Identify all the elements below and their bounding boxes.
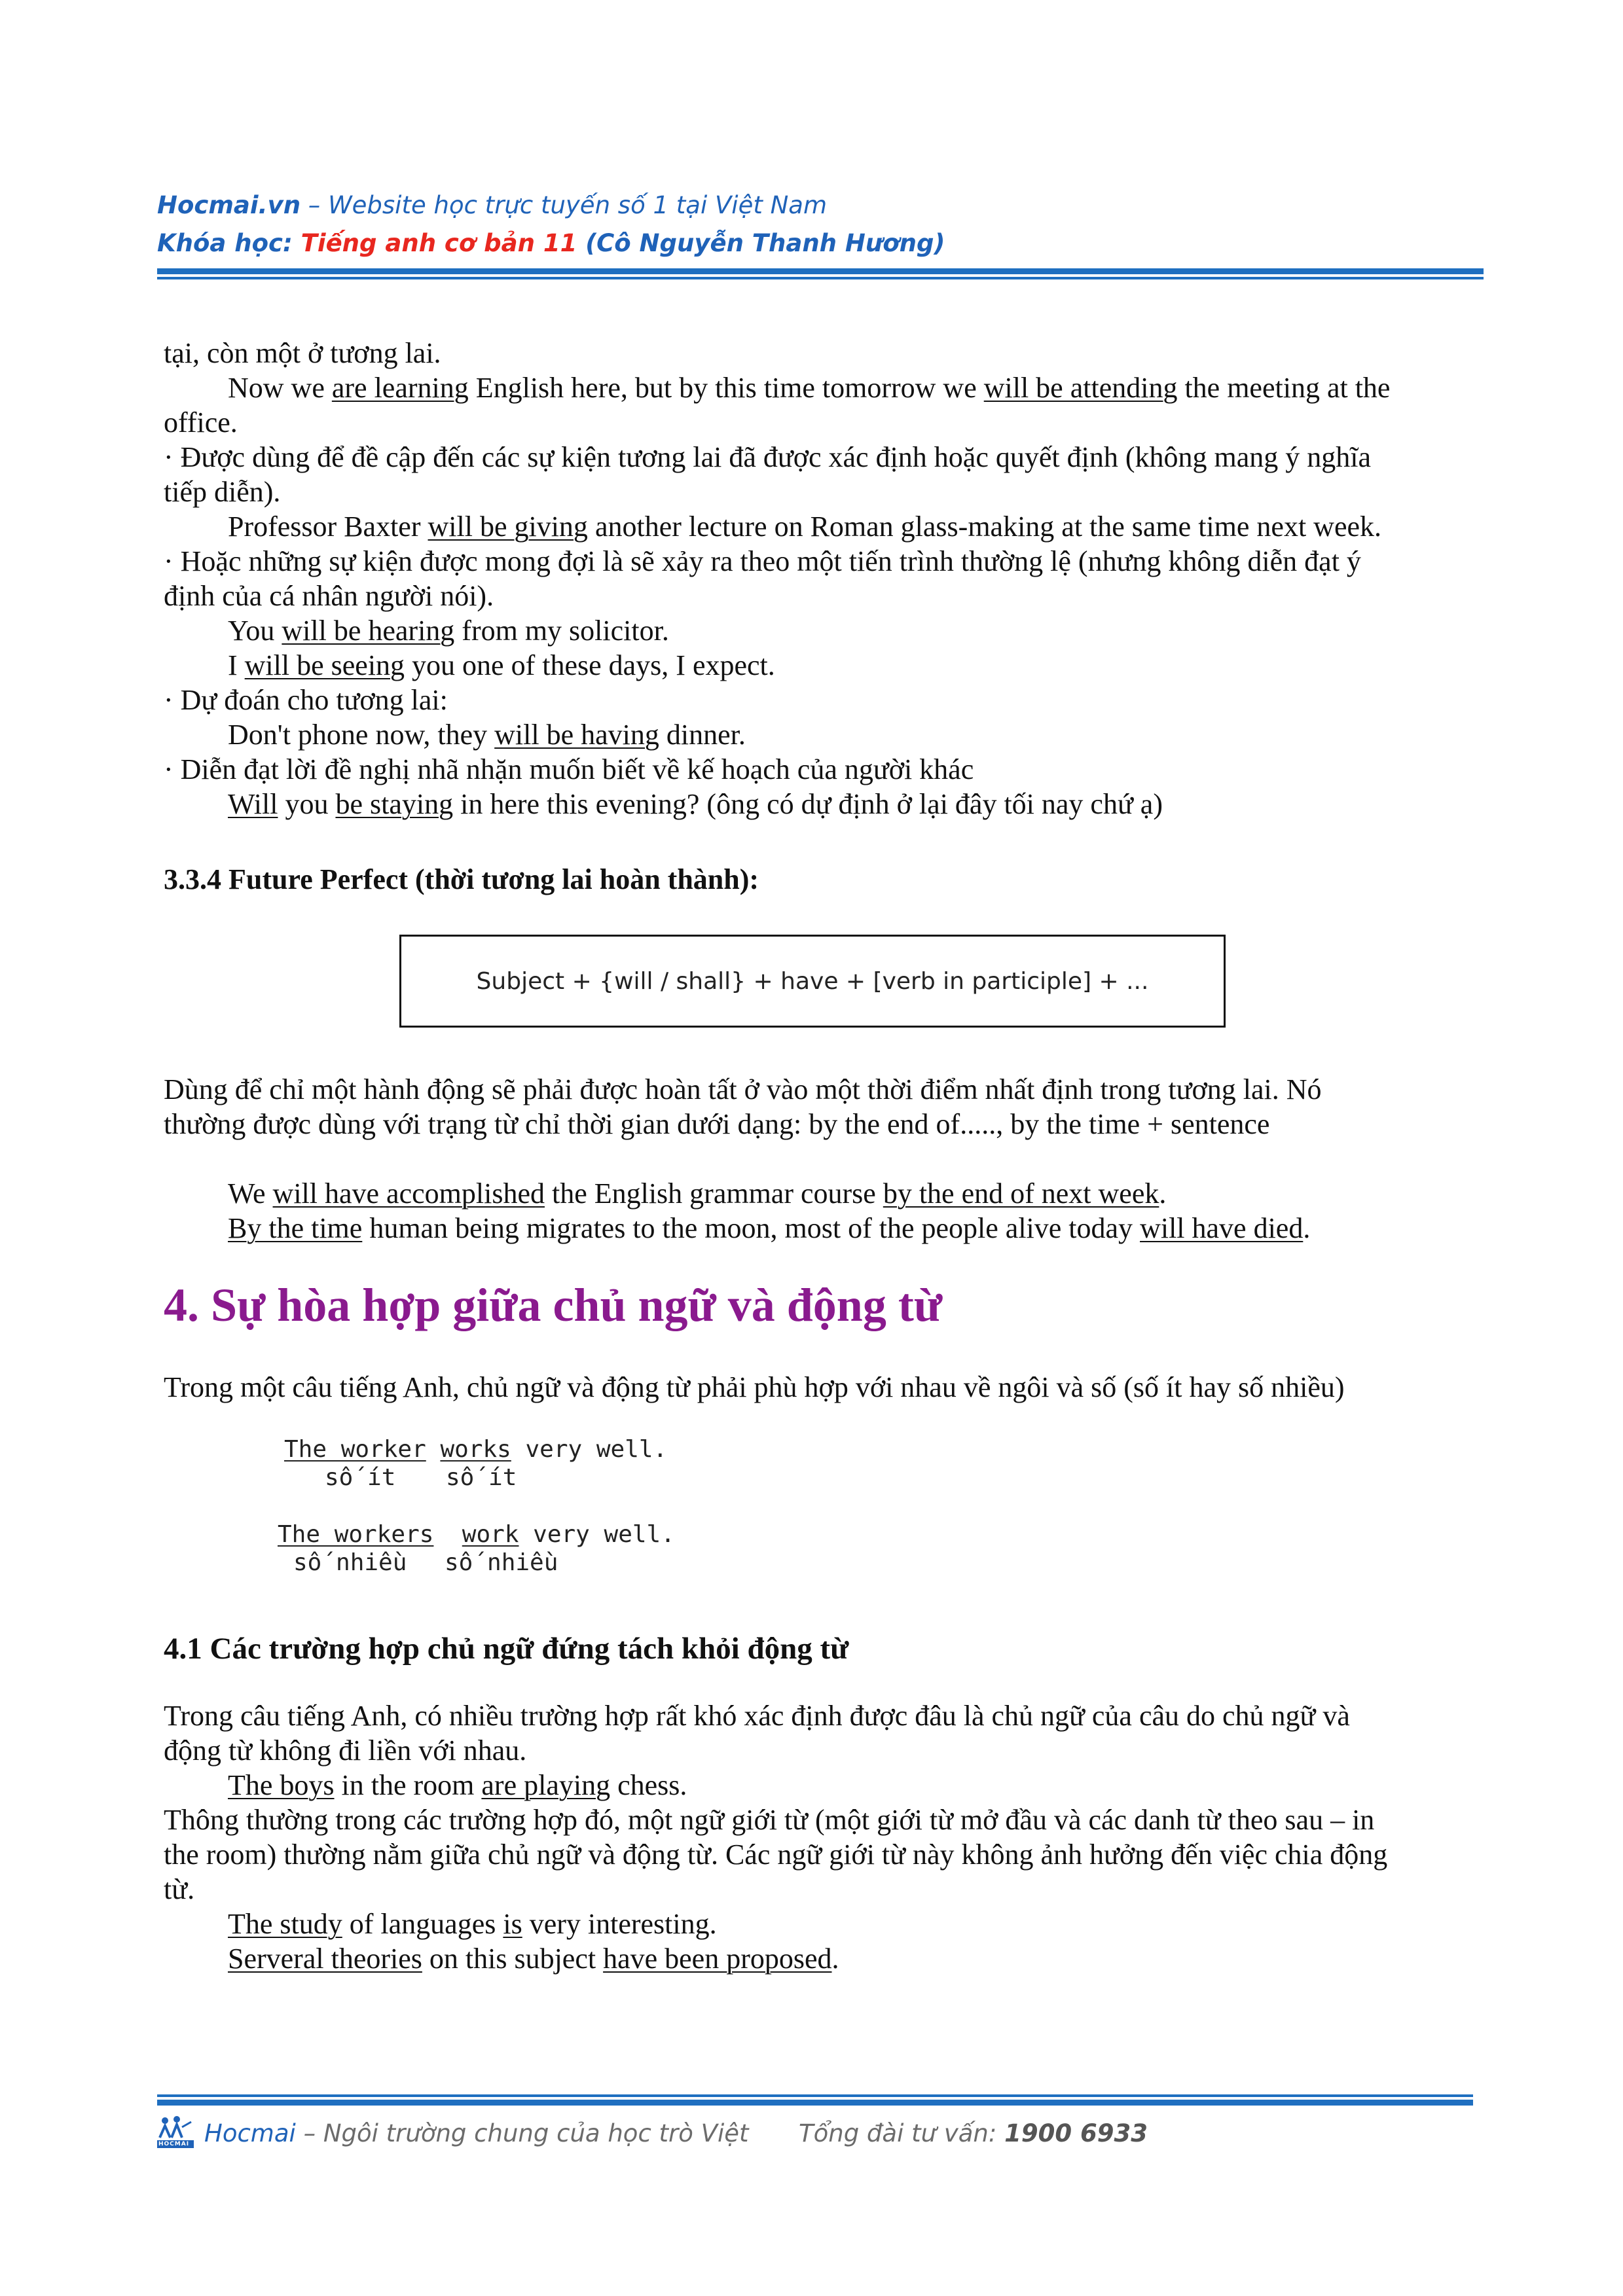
bullet-line: · Dự đoán cho tương lai:: [164, 684, 448, 716]
example-line: Serveral theories on this subject have been proposed.: [228, 1943, 839, 1975]
agreement-note: số nhiều: [293, 1549, 407, 1576]
footer-brand-line: [204, 2119, 749, 2147]
text-line: office.: [164, 406, 238, 439]
section-heading-3-3-4: 3.3.4 Future Perfect (thời tương lai hoàn thành):: [164, 863, 759, 895]
agreement-note: số ít: [325, 1464, 396, 1491]
course-label: Khóa học:: [157, 229, 301, 257]
text-line: động từ không đi liền với nhau.: [164, 1734, 527, 1767]
course-teacher: (Cô Nguyễn Thanh Hương): [577, 229, 945, 257]
bullet-line: · Hoặc những sự kiện được mong đợi là sẽ xảy ra theo một tiến trình thường lệ (nhưng không diễn đạt ý: [164, 545, 1361, 577]
example-line: Will you be staying in here this evening? (ông có dự định ở lại đây tối nay chứ ạ): [228, 788, 1163, 820]
header-title-line: [157, 191, 827, 219]
formula-text: Subject + {will / shall} + have + [verb in participle] + ...: [476, 967, 1149, 995]
example-line: You will be hearing from my solicitor.: [228, 615, 669, 647]
example-line: Now we are learning English here, but by this time tomorrow we will be attending the meeting at the: [228, 372, 1391, 404]
course-name: Tiếng anh cơ bản 11: [301, 229, 577, 257]
formula-box: [399, 935, 1226, 1028]
example-line: The study of languages is very interesting.: [228, 1908, 717, 1940]
site-name[interactable]: Hocmai.vn: [157, 191, 301, 219]
header-rule-thin: [157, 277, 1484, 279]
text-line: thường được dùng với trạng từ chỉ thời gian dưới dạng: by the end of....., by the time + sentence: [164, 1108, 1270, 1140]
text-line: tiếp diễn).: [164, 476, 281, 508]
footer-rule-thin: [157, 2094, 1473, 2097]
hocmai-logo-icon: [156, 2115, 195, 2149]
agreement-note: số nhiều: [445, 1549, 558, 1576]
example-line: By the time human being migrates to the moon, most of the people alive today will have died.: [228, 1212, 1311, 1244]
site-tagline: – Website học trực tuyến số 1 tại Việt Nam: [301, 191, 828, 219]
header-course-line: [157, 229, 945, 257]
example-line: Professor Baxter will be giving another lecture on Roman glass-making at the same time next week.: [228, 511, 1381, 543]
footer-rule-thick: [157, 2100, 1473, 2106]
bullet-line: · Được dùng để đề cập đến các sự kiện tương lai đã được xác định hoặc quyết định (không mang ý nghĩa: [164, 441, 1372, 473]
section-heading-4-1: 4.1 Các trường hợp chủ ngữ đứng tách khỏi động từ: [164, 1632, 849, 1666]
text-line: Dùng để chỉ một hành động sẽ phải được hoàn tất ở vào một thời điểm nhất định trong tương lai. Nó: [164, 1073, 1322, 1105]
example-line: Don't phone now, they will be having dinner.: [228, 719, 746, 751]
logo-text: HOCMAI: [158, 2141, 190, 2147]
footer-brand[interactable]: Hocmai: [204, 2119, 296, 2147]
text-line: Thông thường trong các trường hợp đó, một ngữ giới từ (một giới từ mở đầu và các danh từ theo sau – in: [164, 1804, 1375, 1836]
text-line: Trong câu tiếng Anh, có nhiều trường hợp rất khó xác định được đâu là chủ ngữ của câu do chủ ngữ và: [164, 1700, 1350, 1732]
footer-hotline: [799, 2119, 1148, 2147]
text-line: Trong một câu tiếng Anh, chủ ngữ và động từ phải phù hợp với nhau về ngôi và số (số ít hay số nhiều): [164, 1371, 1345, 1403]
text-line: từ.: [164, 1873, 195, 1905]
header-rule-thick: [157, 268, 1484, 274]
agreement-example-1: The worker works very well.: [284, 1436, 668, 1463]
example-line: I will be seeing you one of these days, I expect.: [228, 649, 775, 681]
example-line: We will have accomplished the English grammar course by the end of next week.: [228, 1177, 1167, 1210]
agreement-note: số ít: [446, 1464, 517, 1491]
section-heading-4: 4. Sự hòa hợp giữa chủ ngữ và động từ: [164, 1279, 943, 1331]
example-line: The boys in the room are playing chess.: [228, 1769, 687, 1801]
hotline-label: Tổng đài tư vấn:: [799, 2119, 1005, 2147]
bullet-line: · Diễn đạt lời đề nghị nhã nhặn muốn biết về kế hoạch của người khác: [164, 753, 974, 785]
text-line: the room) thường nằm giữa chủ ngữ và động từ. Các ngữ giới từ này không ảnh hưởng đến việc chia động: [164, 1839, 1388, 1871]
text-line: tại, còn một ở tương lai.: [164, 337, 441, 369]
hotline-number[interactable]: 1900 6933: [1004, 2119, 1148, 2147]
footer-slogan: – Ngôi trường chung của học trò Việt: [295, 2119, 749, 2147]
text-line: định của cá nhân người nói).: [164, 580, 494, 612]
agreement-example-2: The workers work very well.: [278, 1521, 675, 1548]
